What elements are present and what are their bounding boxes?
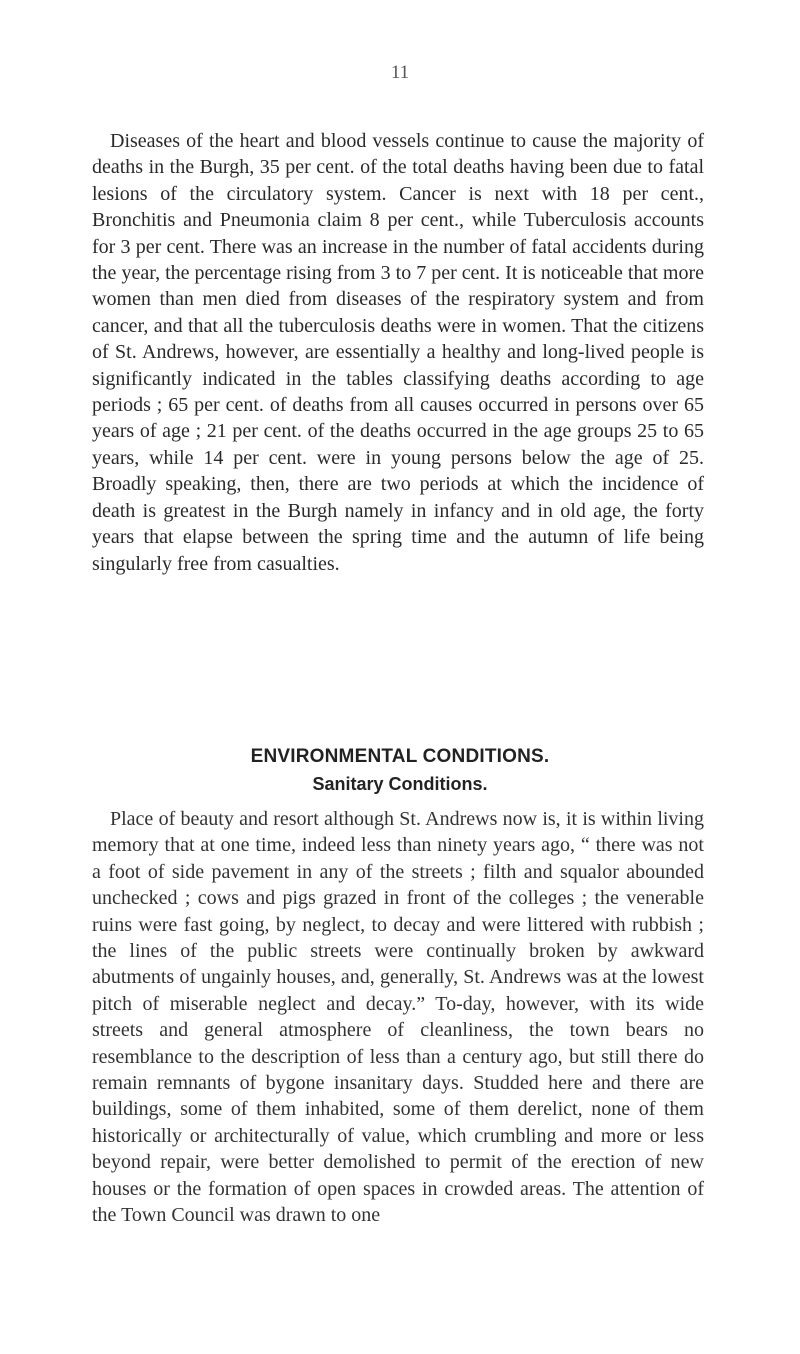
- subsection-heading: Sanitary Conditions.: [312, 774, 488, 794]
- paragraph-causes-of-death: Diseases of the heart and blood vessels continue to cause the majority of deaths in the Burgh, 35 per cent. of the total deaths having been due to fatal lesions of the circulatory system. Cancer is next with 18 per cent., Bronchitis and Pneumonia claim 8 per cent., while Tuberculosis accounts for 3 per cent. There was an increase in the number of fatal accidents during the year, the percentage rising from 3 to 7 per cent. It is noticeable that more women than men died from diseases of the respiratory system and from cancer, and that all the tuberculosis deaths were in women. That the citizens of St. Andrews, however, are essentially a healthy and long-lived people is significantly indicated in the tables classifying deaths according to age periods ; 65 per cent. of deaths from all causes occurred in persons over 65 years of age ; 21 per cent. of the deaths occurred in the age groups 25 to 65 years, while 14 per cent. were in young persons below the age of 25. Broadly speaking, then, there are two periods at which the incidence of death is greatest in the Burgh namely in infancy and in old age, the forty years that elapse between the spring time and the autumn of life being singularly free from casualties.: [92, 130, 704, 575]
- section-heading: ENVIRONMENTAL CONDITIONS.: [250, 746, 550, 767]
- page-number: 11: [390, 62, 410, 83]
- paragraph-sanitary-conditions: Place of beauty and resort although St. Andrews now is, it is within living memory that at one time, indeed less than ninety years ago, “ there was not a foot of side pavement in any of the streets ; filth and squalor abounded unchecked ; cows and pigs grazed in front of the colleges ; the venerable ruins were fast going, by neglect, to decay and were littered with rubbish ; the lines of the public streets were continually broken by awkward abutments of ungainly houses, and, generally, St. Andrews was at the lowest pitch of miserable neglect and decay.” To-day, however, with its wide streets and general atmosphere of cleanliness, the town bears no resemblance to the description of less than a century ago, but still there do remain remnants of bygone insanitary days. Studded here and there are buildings, some of them inhabited, some of them derelict, none of them historically or architecturally of value, which crumbling and more or less beyond repair, were better demolished to permit of the erection of new houses or the formation of open spaces in crowded areas. The attention of the Town Council was drawn to one: [92, 808, 704, 1227]
